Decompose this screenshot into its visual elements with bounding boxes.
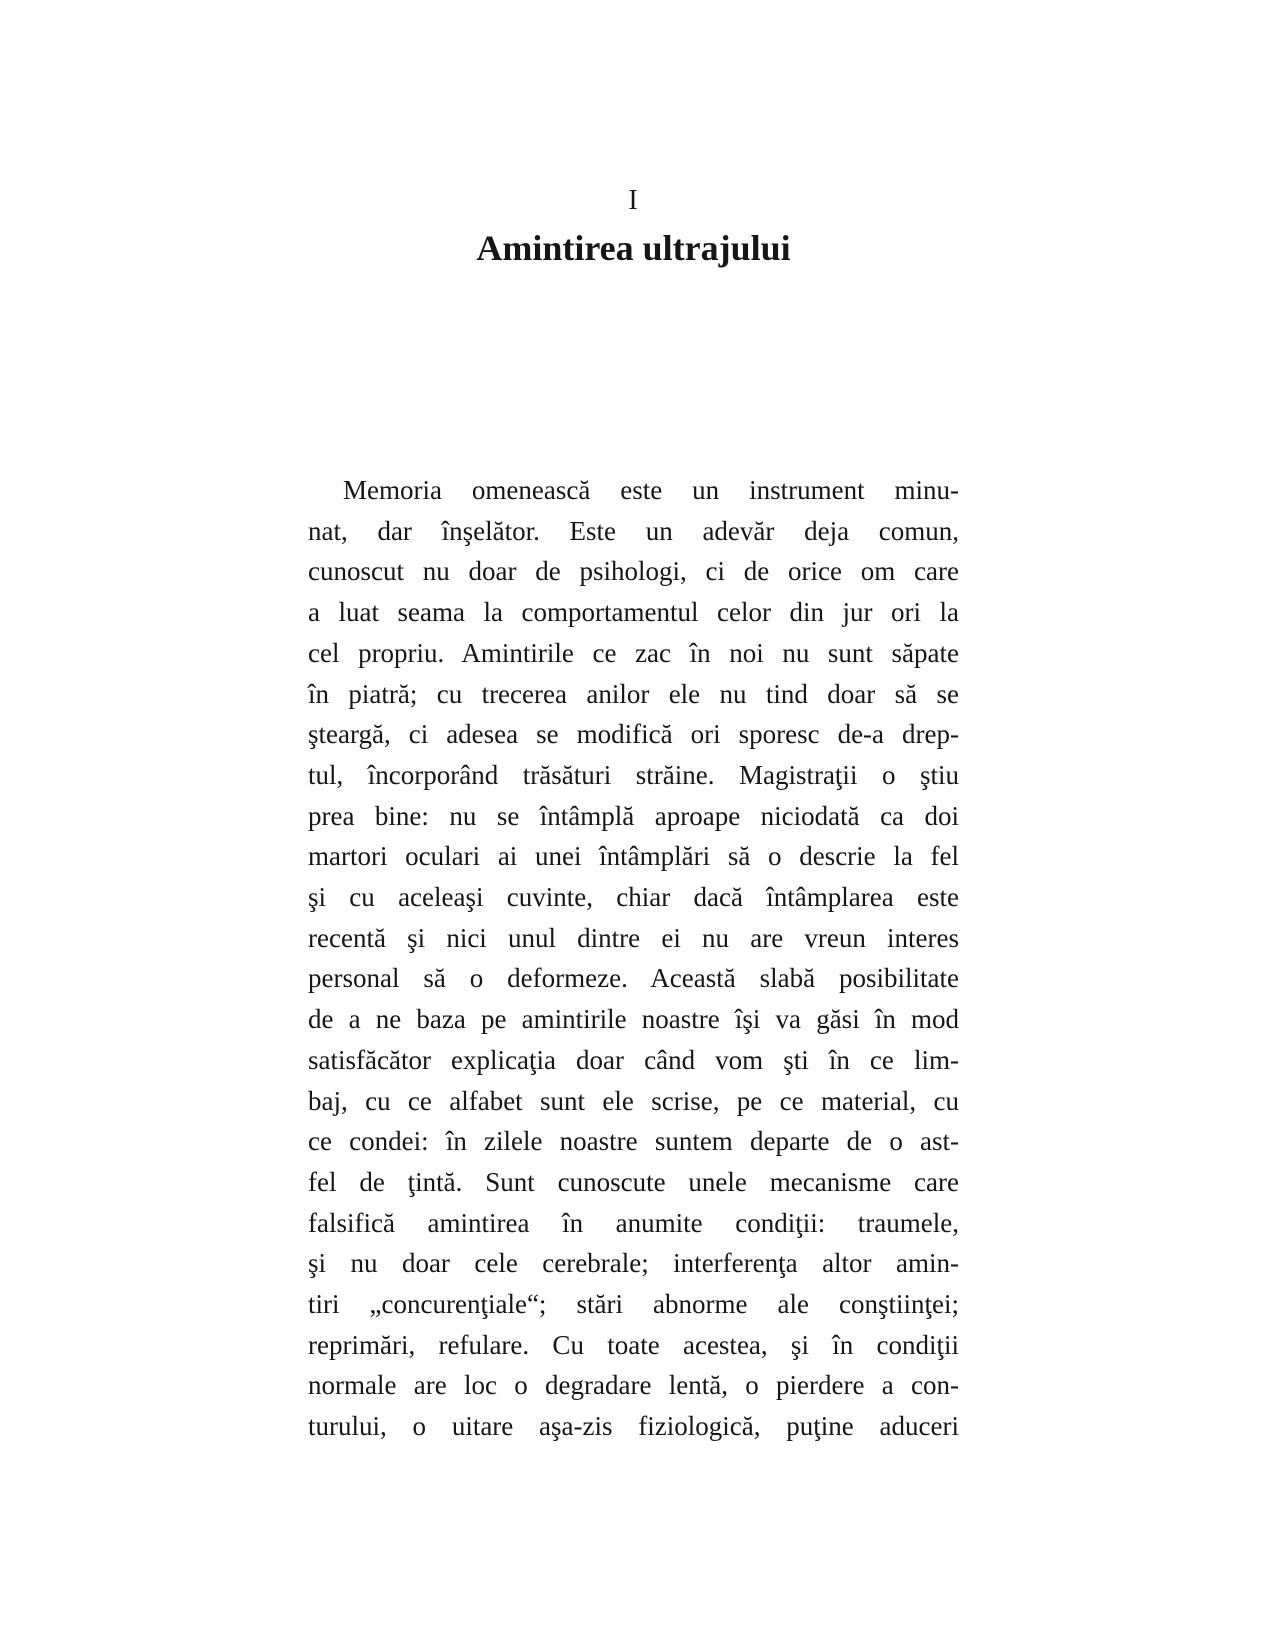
text-line: normale are loc o degradare lentă, o pierdere a con-: [308, 1370, 959, 1401]
chapter-header: [308, 185, 959, 269]
text-line: şteargă, ci adesea se modifică ori sporesc de-a drep-: [308, 719, 959, 750]
text-line: turului, o uitare aşa-zis fiziologică, puţine aduceri: [308, 1411, 959, 1442]
paragraph: [308, 470, 959, 1447]
text-line: prea bine: nu se întâmplă aproape niciodată ca doi: [308, 800, 959, 831]
text-line: satisfăcător explicaţia doar când vom şti în ce lim-: [308, 1044, 959, 1075]
text-line: Memoria omenească este un instrument minu-: [343, 475, 959, 505]
text-line: baj, cu ce alfabet sunt ele scrise, pe ce material, cu: [308, 1085, 959, 1116]
text-line: martori oculari ai unei întâmplări să o descrie la fel: [308, 841, 959, 872]
text-line: şi nu doar cele cerebrale; interferenţa altor amin-: [308, 1248, 959, 1279]
text-line: de a ne baza pe amintirile noastre îşi va găsi în mod: [308, 1004, 959, 1035]
text-line: falsifică amintirea în anumite condiţii: traumele,: [308, 1207, 959, 1238]
text-line: recentă şi nici unul dintre ei nu are vreun interes: [308, 922, 959, 953]
chapter-number: I: [628, 185, 639, 216]
text-line: cel propriu. Amintirile ce zac în noi nu sunt săpate: [308, 637, 959, 668]
text-line: cunoscut nu doar de psihologi, ci de orice om care: [308, 556, 959, 587]
text-line: a luat seama la comportamentul celor din jur ori la: [308, 597, 959, 628]
text-line: tiri „concurenţiale“; stări abnorme ale conştiinţei;: [308, 1289, 959, 1320]
text-line: ce condei: în zilele noastre suntem departe de o ast-: [308, 1126, 959, 1157]
text-line: tul, încorporând trăsături străine. Magistraţii o ştiu: [308, 759, 959, 790]
text-line: nat, dar înşelător. Este un adevăr deja comun,: [308, 515, 959, 546]
text-line: fel de ţintă. Sunt cunoscute unele mecanisme care: [308, 1166, 959, 1197]
text-line: personal să o deformeze. Această slabă posibilitate: [308, 963, 959, 994]
chapter-title: Amintirea ultrajului: [476, 228, 791, 268]
text-line: şi cu aceleaşi cuvinte, chiar dacă întâmplarea este: [308, 882, 959, 913]
text-line: reprimări, refulare. Cu toate acestea, şi în condiţii: [308, 1329, 959, 1360]
text-line: în piatră; cu trecerea anilor ele nu tind doar să se: [308, 678, 959, 709]
